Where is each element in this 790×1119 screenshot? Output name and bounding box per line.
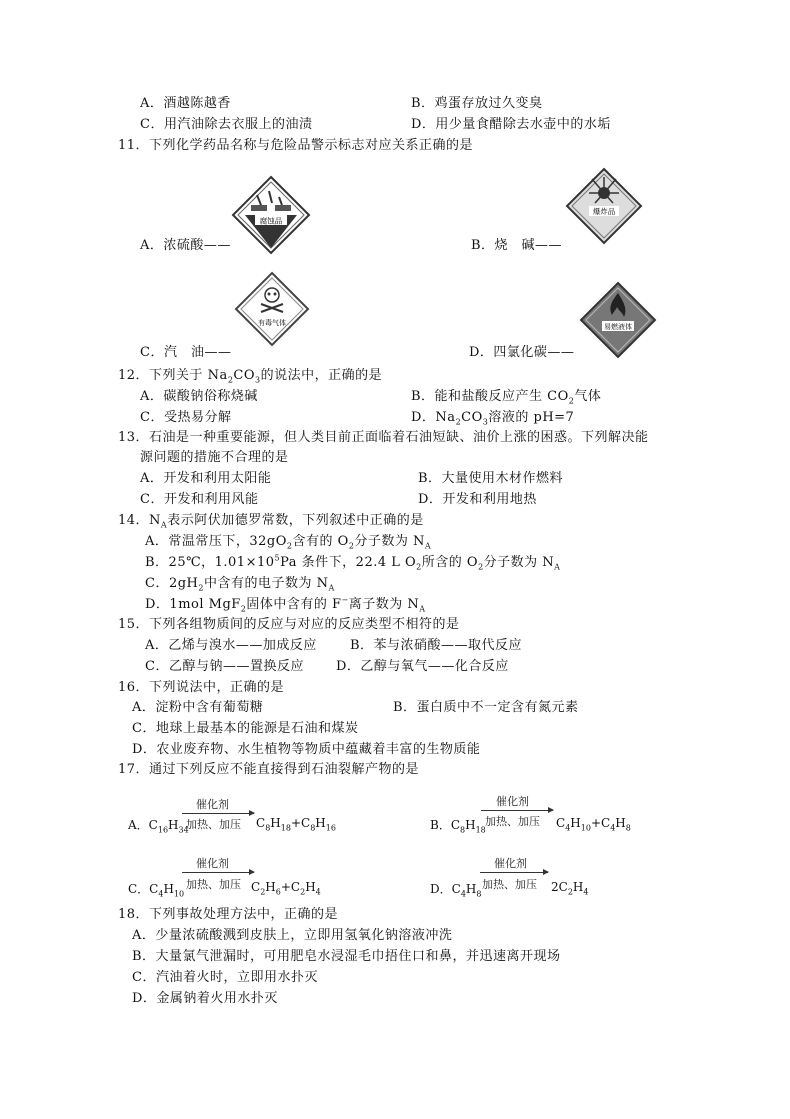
q13-stem-line1: 13．石油是一种重要能源，但人类目前正面临着石油短缺、油价上涨的困惑。下列解决能 xyxy=(118,430,649,445)
toxic-gas-sign-icon xyxy=(234,271,310,347)
q17-option-b-reactant: B．$C_8H_{18}$ xyxy=(430,818,486,835)
q14-option-c: C．$2gH_2$中含有的电子数为 $N_A$ xyxy=(145,576,335,593)
q18-option-a: A．少量浓硫酸溅到皮肤上，立即用氢氧化钠溶液冲洗 xyxy=(132,928,453,943)
q17-c-arrow xyxy=(182,872,254,873)
q15-option-a: A．乙烯与溴水——加成反应 xyxy=(145,638,317,653)
q15-option-b: B．苯与浓硝酸——取代反应 xyxy=(350,638,523,653)
q18-stem: 18．下列事故处理方法中，正确的是 xyxy=(118,907,339,922)
q17-a-arrow xyxy=(182,813,254,814)
sign-a-label: 腐蚀品 xyxy=(259,216,283,226)
q17-option-a-reactant: A．$C_{16}H_{34}$ xyxy=(128,818,189,835)
q17-a-conditions: 加热、加压 xyxy=(186,818,241,831)
q17-option-d-products: $2C_2H_4$ xyxy=(551,880,589,897)
q12-option-a: A．碳酸钠俗称烧碱 xyxy=(140,389,258,404)
explosive-sign-icon xyxy=(565,167,643,245)
q17-stem: 17．通过下列反应不能直接得到石油裂解产物的是 xyxy=(118,762,420,777)
q17-d-arrow xyxy=(480,872,548,873)
q14-option-d: D．1mol MgF$_2$固体中含有的 F−离子数为 $N_A$ xyxy=(145,595,426,614)
q17-a-catalyst: 催化剂 xyxy=(196,798,229,811)
q17-d-conditions: 加热、加压 xyxy=(482,878,537,891)
sign-b-label: 爆炸品 xyxy=(592,207,616,216)
q13-option-a: A．开发和利用太阳能 xyxy=(140,471,272,486)
q17-option-d-reactant: D．$C_4H_8$ xyxy=(430,882,482,899)
q17-b-catalyst: 催化剂 xyxy=(496,795,529,808)
q11-stem: 11．下列化学药品名称与危险品警示标志对应关系正确的是 xyxy=(118,138,474,153)
q13-option-d: D．开发和利用地热 xyxy=(418,492,537,507)
q13-option-c: C．开发和利用风能 xyxy=(140,492,259,507)
q15-option-d: D．乙醇与氧气——化合反应 xyxy=(336,659,509,674)
q18-option-b: B．大量氯气泄漏时，可用肥皂水浸湿毛巾捂住口和鼻，并迅速离开现场 xyxy=(132,949,561,964)
q17-b-conditions: 加热、加压 xyxy=(485,815,540,828)
q12-option-b: B．能和盐酸反应产生 $CO_2$气体 xyxy=(411,389,602,406)
q17-option-c-reactant: C．$C_4H_{10}$ xyxy=(128,882,185,899)
q13-stem-line2: 源问题的措施不合理的是 xyxy=(140,450,289,465)
q17-option-c-products: $C_2H_6+C_2H_4$ xyxy=(251,880,321,897)
q16-option-b: B．蛋白质中不一定含有氮元素 xyxy=(393,700,579,715)
corrosive-sign-icon xyxy=(231,175,311,255)
q16-option-d: D．农业废弃物、水生植物等物质中蕴藏着丰富的生物质能 xyxy=(132,742,481,757)
q11-option-b: B．烧 碱—— xyxy=(471,238,563,253)
q14-option-b: B．25℃，$1.01\times 10^5Pa$ 条件下，22.4 L $O_2$所含的 $O_2$分子数为 $N_A$ xyxy=(145,553,561,572)
q11-option-d: D．四氯化碳—— xyxy=(469,345,575,360)
q12-stem: 12．下列关于 $Na_2CO_3$的说法中，正确的是 xyxy=(118,368,383,385)
q16-option-a: A．淀粉中含有葡萄糖 xyxy=(132,700,264,715)
q11-option-a: A．浓硫酸—— xyxy=(140,238,231,253)
q12-option-d: D．$Na_2CO_3$溶液的 pH=7 xyxy=(411,410,575,427)
q12-option-c: C．受热易分解 xyxy=(140,410,232,425)
q17-option-b-products: $C_4H_{10}+C_4H_8$ xyxy=(556,816,631,833)
q16-option-c: C．地球上最基本的能源是石油和煤炭 xyxy=(132,721,359,736)
q14-stem: 14．$N_A$表示阿伏加德罗常数，下列叙述中正确的是 xyxy=(118,513,424,530)
q17-c-conditions: 加热、加压 xyxy=(186,878,241,891)
sign-c-label: 有毒气体 xyxy=(258,319,286,327)
flammable-liquid-sign-icon xyxy=(579,281,657,359)
q16-stem: 16．下列说法中，正确的是 xyxy=(118,680,285,695)
q11-option-c: C．汽 油—— xyxy=(140,345,232,360)
q15-option-c: C．乙醇与钠——置换反应 xyxy=(145,659,304,674)
q10-option-c: C．用汽油除去衣服上的油渍 xyxy=(140,117,313,132)
sign-d-label: 易燃液体 xyxy=(604,323,632,331)
q17-c-catalyst: 催化剂 xyxy=(196,857,229,870)
q15-stem: 15．下列各组物质间的反应与对应的反应类型不相符的是 xyxy=(118,617,460,632)
q10-option-d: D．用少量食醋除去水壶中的水垢 xyxy=(411,117,611,132)
q18-option-c: C．汽油着火时，立即用水扑灭 xyxy=(132,970,318,985)
q17-option-a-products: $C_8H_{18}+C_8H_{16}$ xyxy=(256,816,336,833)
q10-option-a: A．酒越陈越香 xyxy=(140,96,231,111)
q17-d-catalyst: 催化剂 xyxy=(494,857,527,870)
q14-option-a: A．常温常压下，$32gO_2$含有的 $O_2$分子数为 $N_A$ xyxy=(145,534,432,551)
q17-b-arrow xyxy=(481,810,553,811)
q18-option-d: D．金属钠着火用水扑灭 xyxy=(132,991,278,1006)
q10-option-b: B．鸡蛋存放过久变臭 xyxy=(411,96,543,111)
q13-option-b: B．大量使用木材作燃料 xyxy=(418,471,564,486)
